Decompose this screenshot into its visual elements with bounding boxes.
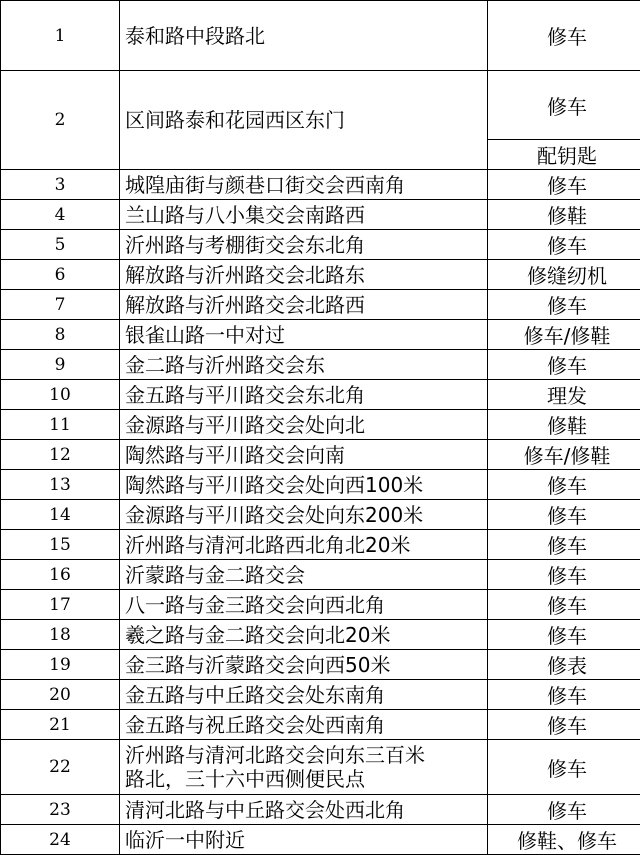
row-number: 13: [1, 470, 120, 500]
table-row: [1, 530, 640, 560]
location-cell: 沂州路与清河北路西北角北20米: [120, 530, 488, 560]
location-cell: 金五路与平川路交会东北角: [120, 380, 488, 410]
service-cell: 修车: [488, 500, 640, 530]
location-line-2: 路北，三十六中西侧便民点: [125, 767, 487, 791]
row-number: 4: [1, 200, 120, 230]
table-row: [1, 740, 640, 795]
table-row: [1, 350, 640, 380]
row-number: 22: [1, 740, 120, 795]
service-cell: 修车: [488, 230, 640, 260]
row-number: 12: [1, 440, 120, 470]
location-cell: 沂蒙路与金二路交会: [120, 560, 488, 590]
table-row: [1, 170, 640, 200]
row-number: 16: [1, 560, 120, 590]
row-number: 23: [1, 795, 120, 825]
service-cell: 修鞋: [488, 200, 640, 230]
row-number: 18: [1, 620, 120, 650]
location-cell: 泰和路中段路北: [120, 1, 488, 71]
location-cell: 羲之路与金二路交会向北20米: [120, 620, 488, 650]
service-cell: 修车: [488, 680, 640, 710]
location-cell: 临沂一中附近: [120, 825, 488, 855]
row-number: 7: [1, 290, 120, 320]
location-cell: 金源路与平川路交会处向东200米: [120, 500, 488, 530]
service-cell: 修车: [488, 795, 640, 825]
service-cell: 配钥匙: [488, 140, 640, 170]
location-cell: 金二路与沂州路交会东: [120, 350, 488, 380]
service-cell: 修鞋: [488, 410, 640, 440]
table-row: [1, 650, 640, 680]
row-number: 6: [1, 260, 120, 290]
row-number: 19: [1, 650, 120, 680]
table-row: [1, 620, 640, 650]
service-cell: 修车: [488, 560, 640, 590]
service-cell: 修车: [488, 590, 640, 620]
row-number: 2: [1, 71, 120, 170]
row-number: 11: [1, 410, 120, 440]
table-row: [1, 470, 640, 500]
service-cell: 修车: [488, 1, 640, 71]
table-row: [1, 290, 640, 320]
service-cell: 修车/修鞋: [488, 440, 640, 470]
table-row: [1, 410, 640, 440]
row-number: 8: [1, 320, 120, 350]
row-number: 24: [1, 825, 120, 855]
table-row: [1, 710, 640, 740]
service-cell: 修车/修鞋: [488, 320, 640, 350]
location-cell: 解放路与沂州路交会北路西: [120, 290, 488, 320]
service-cell: 修车: [488, 170, 640, 200]
location-cell: 银雀山路一中对过: [120, 320, 488, 350]
table-row: [1, 825, 640, 855]
location-cell: [120, 740, 488, 795]
service-cell: 修车: [488, 470, 640, 500]
service-cell: 修车: [488, 710, 640, 740]
service-cell: 修表: [488, 650, 640, 680]
service-cell: 修车: [488, 350, 640, 380]
location-cell: 区间路泰和花园西区东门: [120, 71, 488, 170]
row-number: 5: [1, 230, 120, 260]
table-row: [1, 380, 640, 410]
location-cell: 沂州路与考棚街交会东北角: [120, 230, 488, 260]
row-number: 10: [1, 380, 120, 410]
table-row: [1, 590, 640, 620]
location-line-1: 沂州路与清河北路交会向东三百米: [125, 743, 487, 767]
service-cell: 修车: [488, 290, 640, 320]
service-cell: 修车: [488, 740, 640, 795]
row-number: 9: [1, 350, 120, 380]
service-cell: 修鞋、修车: [488, 825, 640, 855]
location-cell: 陶然路与平川路交会处向西100米: [120, 470, 488, 500]
row-number: 15: [1, 530, 120, 560]
table-row: [1, 1, 640, 71]
table-row: [1, 680, 640, 710]
table-row: [1, 500, 640, 530]
row-number: 1: [1, 1, 120, 71]
table-row: [1, 200, 640, 230]
table-row: [1, 320, 640, 350]
location-cell: 清河北路与中丘路交会处西北角: [120, 795, 488, 825]
location-cell: 金五路与祝丘路交会处西南角: [120, 710, 488, 740]
location-cell: 解放路与沂州路交会北路东: [120, 260, 488, 290]
table-row: [1, 230, 640, 260]
row-number: 17: [1, 590, 120, 620]
location-cell: 八一路与金三路交会向西北角: [120, 590, 488, 620]
row-number: 20: [1, 680, 120, 710]
location-cell: 金源路与平川路交会处向北: [120, 410, 488, 440]
service-cell: 修缝纫机: [488, 260, 640, 290]
row-number: 21: [1, 710, 120, 740]
table-row: [1, 560, 640, 590]
table-row: [1, 71, 640, 140]
service-cell: 修车: [488, 530, 640, 560]
row-number: 3: [1, 170, 120, 200]
location-cell: 陶然路与平川路交会向南: [120, 440, 488, 470]
location-cell: 金三路与沂蒙路交会向西50米: [120, 650, 488, 680]
row-number: 14: [1, 500, 120, 530]
location-cell: 兰山路与八小集交会南路西: [120, 200, 488, 230]
location-cell: 金五路与中丘路交会处东南角: [120, 680, 488, 710]
table-row: [1, 440, 640, 470]
service-cell: 修车: [488, 71, 640, 140]
table-row: [1, 260, 640, 290]
table-row: [1, 795, 640, 825]
location-cell: 城隍庙街与颜巷口街交会西南角: [120, 170, 488, 200]
service-cell: 修车: [488, 620, 640, 650]
service-cell: 理发: [488, 380, 640, 410]
